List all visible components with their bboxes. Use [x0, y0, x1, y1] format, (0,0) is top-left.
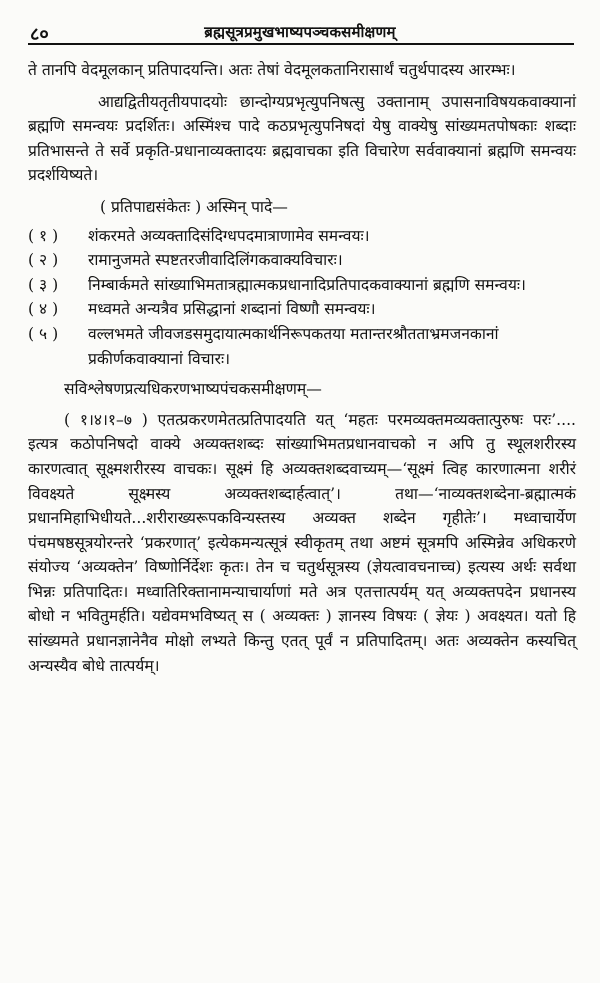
- list-item-text: मध्वमते अन्यत्रैव प्रसिद्धानां शब्दानां विष्णौ समन्वयः।: [88, 300, 376, 319]
- header-rule: [28, 43, 574, 45]
- list-item: [28, 248, 576, 273]
- list-item-text: शंकरमते अव्यक्तादिसंदिग्धपदमात्राणामेव समन्वयः।: [88, 226, 370, 245]
- list-item-number: ( ५ ): [28, 324, 59, 343]
- list-item-number: ( १ ): [28, 226, 59, 245]
- paragraph-intro: ते तानपि वेदमूलकान् प्रतिपादयन्ति। अतः तेषां वेदमूलकतानिरासार्थं चतुर्थपादस्य आरम्भः।: [28, 61, 516, 79]
- list-item-number: ( ४ ): [28, 300, 59, 319]
- list-item-text: रामानुजमते स्पष्टतरजीवादिलिंगकवाक्यविचारः।: [88, 251, 343, 270]
- list-item: [28, 297, 576, 322]
- list-item-text: निम्बार्कमते सांख्याभिमतात्रह्मात्मकप्रधानादिप्रतिपादकवाक्यानां ब्रह्मणि समन्वयः।: [88, 275, 526, 294]
- paragraph-samanvaya: आद्यद्वितीयतृतीयपादयोः छान्दोग्यप्रभृत्युपनिषत्सु उक्तानाम् उपासनाविषयकवाक्यानां ब्रह्मणि समन्वयः प्रदर्शितः। अस्मिंश्च पादे कठप्रभृत्युपनिषदां येषु वाक्येषु सांख्यमतपोषकाः शब्दाः प्रतिभासन्ते ते सर्वे प्रकृति-प्रधानाव्यक्तादयः ब्रह्मवाचका इति विचारेण सर्ववाक्यानां ब्रह्मणि समन्वयः प्रदर्शयिष्यते।: [28, 92, 576, 185]
- section-subheading: सविश्लेषणप्रत्यधिकरणभाष्यपंचकसमीक्षणम्—: [64, 380, 322, 399]
- list-item-text: वल्लभमते जीवजडसमुदायात्मकार्थनिरूपकतया मतान्तरश्रौतताभ्रमजनकानां प्रकीर्णकवाक्यानां विचारः।: [88, 324, 499, 368]
- page-body: [28, 58, 576, 678]
- list-item-number: ( ३ ): [28, 275, 59, 294]
- section-paragraph: ( १।४।१–७ ) एतत्प्रकरणमेतत्प्रतिपादयति यत् ‘महतः परमव्यक्तमव्यक्तात्पुरुषः परः’.... इत्यत्र कठोपनिषदो वाक्ये अव्यक्तशब्दः सांख्याभिमतप्रधानवाचको न अपि तु स्थूलशरीरस्य कारणत्वात् सूक्ष्मशरीरस्य वाचकः। सूक्ष्मं हि अव्यक्तशब्दवाच्यम्—‘सूक्ष्मं त्विह कारणात्मना शरीरं विवक्ष्यते सूक्ष्मस्य अव्यक्तशब्दार्हत्वात्’। तथा—‘नाव्यक्तशब्देना-ब्रह्मात्मकं प्रधानमिहाभिधीयते...शरीराख्यरूपकविन्यस्तस्य अव्यक्त शब्देन गृहीतेः’। मध्वाचार्येण पंचमषष्ठसूत्रयोरन्तरे ‘प्रकरणात्’ इत्येकमन्यत्सूत्रं स्वीकृतम् तथा अष्टमं सूत्रमपि अस्मिन्नेव अधिकरणे संयोज्य ‘अव्यक्तेन’ विष्णोर्निर्देशः कृतः। तेन च चतुर्थसूत्रस्य (ज्ञेयत्वावचनाच्च) इत्यस्य अर्थः सर्वथा भिन्नः प्रतिपादितः। मध्वातिरिक्तानामन्याचार्याणां मते अत्र एतत्तात्पर्यम् यत् अव्यक्तपदेन प्रधानस्य बोधो न भवितुमर्हति। यद्येवमभविष्यत् स ( अव्यक्तः ) ज्ञानस्य विषयः ( ज्ञेयः ) अवक्ष्यत। यतो हि सांख्यमते प्रधानज्ञानेनैव मोक्षो लभ्यते किन्तु एतत् पूर्वं न प्रतिपादितम्। अतः अव्यक्तेन कस्यचित् अन्यस्यैव बोधे तात्पर्यम्।: [28, 410, 576, 675]
- list-item-number: ( २ ): [28, 251, 59, 270]
- list-item: [28, 322, 576, 371]
- running-title: ब्रह्मसूत्रप्रमुखभाष्यपञ्चकसमीक्षणम्: [204, 23, 396, 41]
- page-number: ८०: [30, 24, 49, 45]
- list-item: [28, 224, 576, 249]
- sankshepa-label: ( प्रतिपाद्यसंकेतः ) अस्मिन् पादे—: [100, 197, 288, 216]
- list-item: [28, 273, 576, 298]
